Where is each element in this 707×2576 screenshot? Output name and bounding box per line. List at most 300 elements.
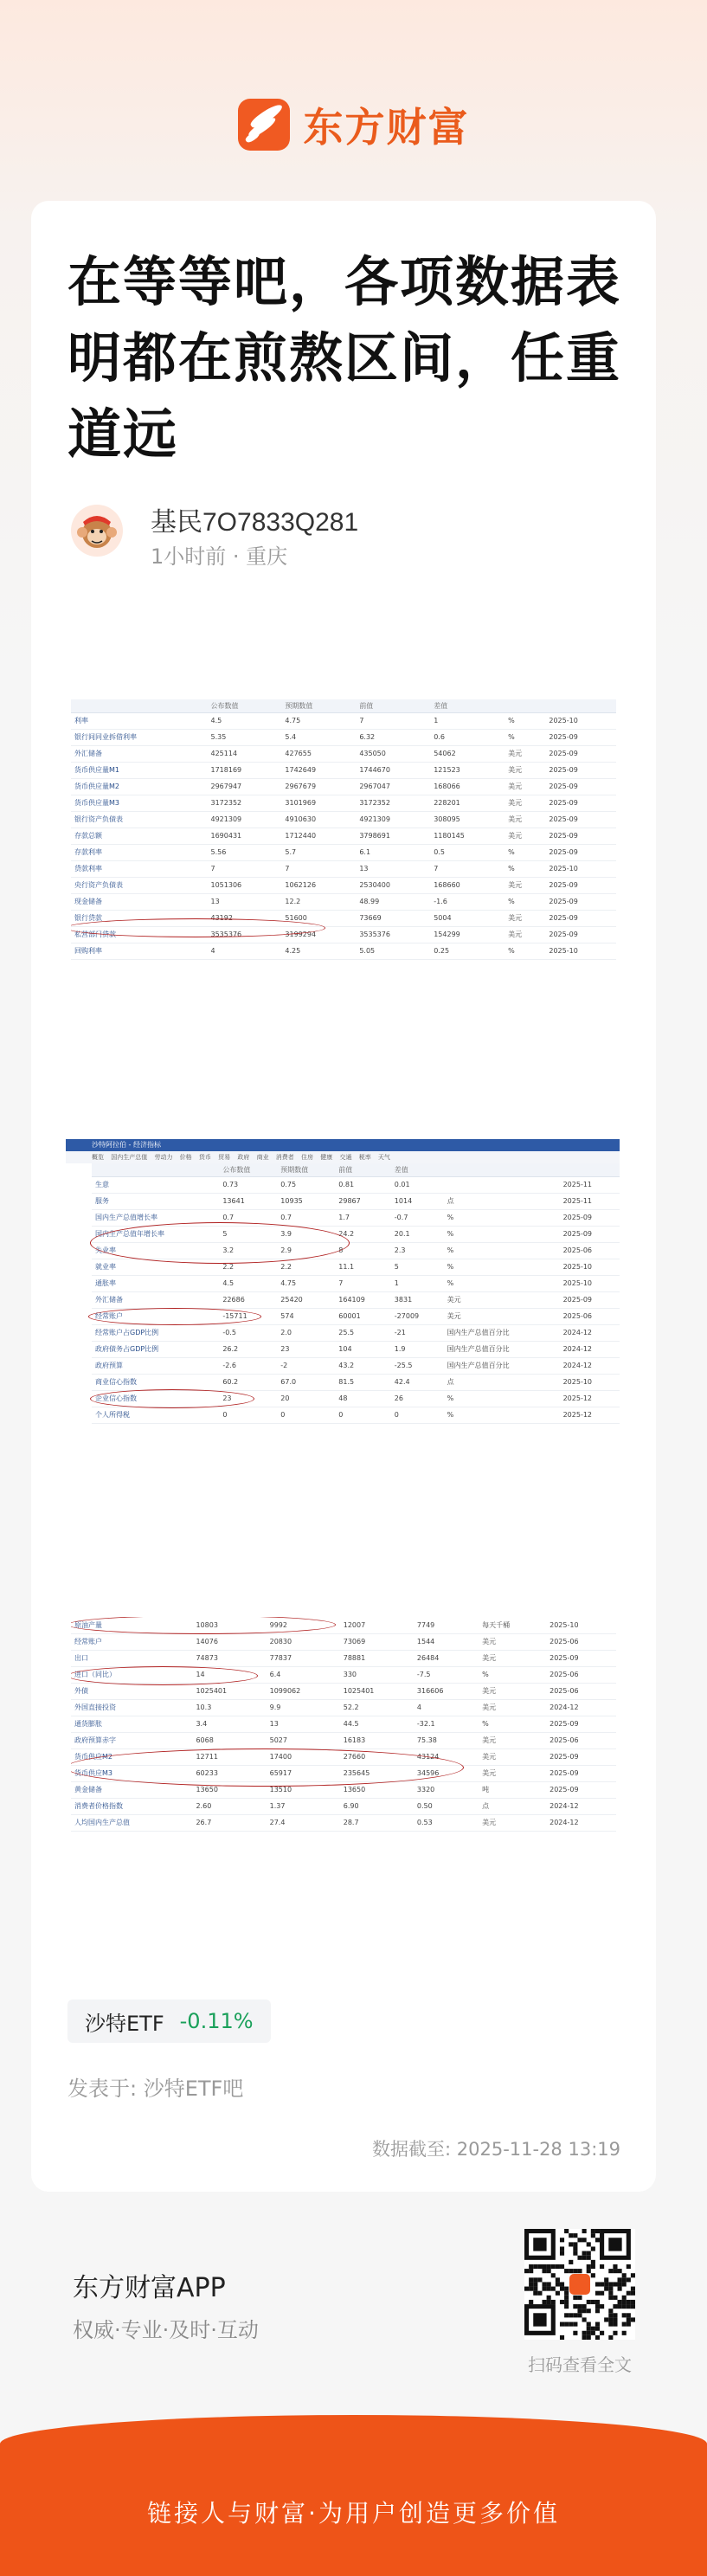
column-header: [92, 1163, 219, 1176]
table-cell: 2025-09: [545, 910, 616, 926]
table-cell: %: [479, 1666, 546, 1683]
table-row: [71, 811, 616, 828]
table-cell: 308095: [430, 811, 505, 828]
table-cell: 235645: [340, 1765, 414, 1781]
table-cell: %: [444, 1259, 560, 1275]
table-cell: 51600: [281, 910, 356, 926]
table-cell: 9992: [267, 1617, 340, 1633]
table-cell: 3798691: [356, 828, 430, 844]
table-cell: 73069: [340, 1633, 414, 1650]
table-cell: 美元: [479, 1683, 546, 1699]
table-cell: 60233: [192, 1765, 266, 1781]
table-cell: 43192: [208, 910, 282, 926]
table-cell: 0: [277, 1407, 335, 1423]
table-cell: 1051306: [208, 877, 282, 893]
table-cell: 0: [219, 1407, 277, 1423]
table-cell: 0.75: [277, 1176, 335, 1193]
table-row: [92, 1341, 620, 1357]
table-cell: 7: [430, 860, 505, 877]
table-cell: 美元: [505, 877, 545, 893]
table-cell: 0.73: [219, 1176, 277, 1193]
post-title: 在等等吧，各项数据表明都在煎熬区间，任重道远: [67, 250, 622, 466]
table-cell: 美元: [505, 811, 545, 828]
table-cell: 2024-12: [560, 1341, 620, 1357]
table-cell: 2967947: [208, 778, 282, 795]
table-cell: 2025-10: [545, 943, 616, 959]
table-row: [71, 762, 616, 778]
table-cell: 0.7: [219, 1209, 277, 1226]
table-cell: -2: [277, 1357, 335, 1374]
table-cell: 3320: [414, 1781, 479, 1798]
table-cell: 美元: [505, 910, 545, 926]
table-cell: 1712440: [281, 828, 356, 844]
table-cell: 美元: [479, 1699, 546, 1716]
column-header: [560, 1163, 620, 1176]
table-cell: 2.2: [277, 1259, 335, 1275]
table-cell: 5027: [267, 1732, 340, 1748]
table-cell: %: [444, 1390, 560, 1407]
table-cell: 存款总额: [71, 828, 208, 844]
table-cell: 25.5: [335, 1324, 391, 1341]
table-cell: 14076: [192, 1633, 266, 1650]
table-cell: 外债: [71, 1683, 192, 1699]
table-cell: 0.50: [414, 1798, 479, 1814]
table-row: [92, 1291, 620, 1308]
table-cell: 服务: [92, 1193, 219, 1209]
table-cell: 2024-12: [546, 1699, 616, 1716]
table-cell: 2025-10: [560, 1259, 620, 1275]
table-cell: 4.5: [219, 1275, 277, 1291]
table-cell: 1: [391, 1275, 444, 1291]
posted-in[interactable]: 发表于: 沙特ETF吧: [67, 2077, 244, 2101]
table-cell: 经常账户: [92, 1308, 219, 1324]
table-cell: 164109: [335, 1291, 391, 1308]
table-cell: 2025-09: [546, 1781, 616, 1798]
table-cell: 点: [444, 1374, 560, 1390]
table-cell: 2025-09: [560, 1226, 620, 1242]
table-cell: 13510: [267, 1781, 340, 1798]
table-cell: 2024-12: [560, 1357, 620, 1374]
table-cell: 13: [267, 1716, 340, 1732]
table-row: [71, 745, 616, 762]
table-cell: 2025-06: [546, 1732, 616, 1748]
table-cell: 2.0: [277, 1324, 335, 1341]
table-cell: 利率: [71, 712, 208, 729]
column-header: [71, 699, 208, 712]
table-cell: -27009: [391, 1308, 444, 1324]
table-cell: 出口: [71, 1650, 192, 1666]
table-cell: 1062126: [281, 877, 356, 893]
table-cell: 2025-09: [545, 729, 616, 745]
table-cell: 1742649: [281, 762, 356, 778]
table-cell: 44.5: [340, 1716, 414, 1732]
table-cell: 外汇储备: [92, 1291, 219, 1308]
table-cell: 13641: [219, 1193, 277, 1209]
table-cell: 政府预算赤字: [71, 1732, 192, 1748]
table-cell: 银行间同业拆借利率: [71, 729, 208, 745]
table-cell: 就业率: [92, 1259, 219, 1275]
column-header: [545, 699, 616, 712]
table-cell: 美元: [505, 745, 545, 762]
table-cell: %: [444, 1242, 560, 1259]
table-cell: 企业信心指数: [92, 1390, 219, 1407]
column-header: [505, 699, 545, 712]
table-cell: 13: [356, 860, 430, 877]
table-cell: 贷款利率: [71, 860, 208, 877]
highlight-circle: [88, 1308, 261, 1325]
table-cell: 央行资产负债表: [71, 877, 208, 893]
table-cell: 7: [335, 1275, 391, 1291]
table-row: [71, 1814, 616, 1831]
table-cell: 26.2: [219, 1341, 277, 1357]
table-cell: 5: [219, 1226, 277, 1242]
table-cell: 5.4: [281, 729, 356, 745]
highlight-circle: [71, 1748, 464, 1787]
table-cell: 60.2: [219, 1374, 277, 1390]
data-cutoff: 数据截至: 2025-11-28 13:19: [372, 2139, 620, 2160]
table-row: [71, 1732, 616, 1748]
author-name[interactable]: 基民7O7833Q281: [151, 508, 359, 537]
table-cell: 2.3: [391, 1242, 444, 1259]
table-cell: 外汇储备: [71, 745, 208, 762]
table-cell: 私营部门贷款: [71, 926, 208, 943]
qr-code-icon[interactable]: [524, 2229, 635, 2340]
table-row: [71, 943, 616, 959]
table-cell: 3.2: [219, 1242, 277, 1259]
table-cell: 6.90: [340, 1798, 414, 1814]
table-cell: 8: [335, 1242, 391, 1259]
table-cell: -2.6: [219, 1357, 277, 1374]
table-cell: 美元: [479, 1650, 546, 1666]
table-cell: 9.9: [267, 1699, 340, 1716]
column-header: 公布数值: [219, 1163, 277, 1176]
table-cell: 4921309: [208, 811, 282, 828]
table-cell: 进口（同比）: [71, 1666, 192, 1683]
table-cell: 4921309: [356, 811, 430, 828]
table-cell: 国内生产总值增长率: [92, 1209, 219, 1226]
table-cell: 1744670: [356, 762, 430, 778]
table-row: [71, 712, 616, 729]
table-cell: 2025-09: [545, 877, 616, 893]
table-cell: 2025-10: [560, 1275, 620, 1291]
table-cell: 3.4: [192, 1716, 266, 1732]
table-cell: 美元: [479, 1814, 546, 1831]
table-cell: 12.2: [281, 893, 356, 910]
table-cell: 2025-10: [545, 712, 616, 729]
indicator-tabs: 概览 国内生产总值 劳动力 价格 货币 贸易 政府 商业 消费者 住房 健康 交通 税率 天气: [66, 1151, 620, 1163]
table-cell: %: [444, 1407, 560, 1423]
table-cell: 2025-06: [560, 1308, 620, 1324]
column-header: 公布数值: [208, 699, 282, 712]
table-cell: 2967047: [356, 778, 430, 795]
table-cell: -7.5: [414, 1666, 479, 1683]
table-cell: -32.1: [414, 1716, 479, 1732]
table-cell: 点: [479, 1798, 546, 1814]
table-cell: 2025-09: [545, 811, 616, 828]
table-cell: 美元: [444, 1308, 560, 1324]
table-cell: 银行资产负债表: [71, 811, 208, 828]
table-cell: 75.38: [414, 1732, 479, 1748]
table-cell: 美元: [505, 795, 545, 811]
table-cell: 1025401: [340, 1683, 414, 1699]
table-cell: 2025-09: [560, 1209, 620, 1226]
table-cell: 政府债务占GDP比例: [92, 1341, 219, 1357]
table-cell: 国内生产总值百分比: [444, 1341, 560, 1357]
table-cell: 34596: [414, 1765, 479, 1781]
table-cell: %: [505, 729, 545, 745]
table-cell: 黄金储备: [71, 1781, 192, 1798]
app-name: 东方财富APP: [73, 2273, 226, 2303]
table-cell: 2025-09: [546, 1650, 616, 1666]
table-cell: 228201: [430, 795, 505, 811]
table-cell: 425114: [208, 745, 282, 762]
table-cell: 60001: [335, 1308, 391, 1324]
table-cell: %: [444, 1209, 560, 1226]
table-cell: 154299: [430, 926, 505, 943]
table-cell: 27660: [340, 1748, 414, 1765]
table-cell: 10.3: [192, 1699, 266, 1716]
table-row: [92, 1176, 620, 1193]
table-cell: 2025-09: [545, 828, 616, 844]
brand-name: 东方财富: [303, 104, 470, 151]
table-cell: 1025401: [192, 1683, 266, 1699]
economic-table-2: [92, 1163, 620, 1424]
table-cell: 通货膨胀: [71, 1716, 192, 1732]
table-cell: 0: [391, 1407, 444, 1423]
table-cell: 货币供应量M1: [71, 762, 208, 778]
table-row: [71, 778, 616, 795]
table-cell: 经常账户占GDP比例: [92, 1324, 219, 1341]
table-cell: 29867: [335, 1193, 391, 1209]
table-cell: -0.5: [219, 1324, 277, 1341]
economic-table-screenshot-2: [66, 1139, 620, 1449]
table-cell: 104: [335, 1341, 391, 1357]
table-cell: 1544: [414, 1633, 479, 1650]
table-cell: 3199294: [281, 926, 356, 943]
table-cell: -25.5: [391, 1357, 444, 1374]
table-cell: 25420: [277, 1291, 335, 1308]
table-cell: 5.35: [208, 729, 282, 745]
table-cell: 168066: [430, 778, 505, 795]
table-cell: 14: [192, 1666, 266, 1683]
table-cell: 0.5: [430, 844, 505, 860]
table-row: [92, 1324, 620, 1341]
highlight-circle: [90, 1389, 254, 1408]
table-cell: 2025-09: [545, 893, 616, 910]
table-cell: 现金储备: [71, 893, 208, 910]
stock-tag[interactable]: [67, 2000, 271, 2043]
table-cell: 失业率: [92, 1242, 219, 1259]
table-cell: 1.9: [391, 1341, 444, 1357]
table-row: [71, 893, 616, 910]
table-cell: 4.75: [277, 1275, 335, 1291]
table-cell: 国内生产总值百分比: [444, 1324, 560, 1341]
qr-caption: 扫码查看全文: [528, 2354, 632, 2375]
table-row: [71, 1633, 616, 1650]
table-cell: 2025-10: [560, 1374, 620, 1390]
table-cell: 经常账户: [71, 1633, 192, 1650]
table-cell: 52.2: [340, 1699, 414, 1716]
table-cell: 5.05: [356, 943, 430, 959]
table-cell: 货币供应M2: [71, 1748, 192, 1765]
table-cell: 2025-09: [545, 926, 616, 943]
table-cell: 11.1: [335, 1259, 391, 1275]
table-row: [71, 729, 616, 745]
table-cell: 吨: [479, 1781, 546, 1798]
table-cell: 美元: [505, 762, 545, 778]
table-cell: 国内生产总值年增长率: [92, 1226, 219, 1242]
user-avatar[interactable]: [71, 505, 123, 557]
table-cell: 1099062: [267, 1683, 340, 1699]
table-cell: 20: [277, 1390, 335, 1407]
table-cell: 2025-12: [560, 1390, 620, 1407]
table-cell: 1.7: [335, 1209, 391, 1226]
table-cell: 美元: [505, 828, 545, 844]
table-cell: 0.53: [414, 1814, 479, 1831]
table-cell: 26: [391, 1390, 444, 1407]
table-cell: %: [505, 893, 545, 910]
table-cell: 43124: [414, 1748, 479, 1765]
table-cell: 4.75: [281, 712, 356, 729]
table-cell: 1180145: [430, 828, 505, 844]
table-cell: 2025-06: [546, 1633, 616, 1650]
table-row: [92, 1407, 620, 1423]
table-cell: 1690431: [208, 828, 282, 844]
table-cell: 2024-12: [560, 1324, 620, 1341]
table-cell: 13650: [192, 1781, 266, 1798]
table-cell: 74873: [192, 1650, 266, 1666]
table-cell: 点: [444, 1193, 560, 1209]
table-cell: 7749: [414, 1617, 479, 1633]
table-cell: 20830: [267, 1633, 340, 1650]
table-row: [71, 877, 616, 893]
table-row: [71, 1716, 616, 1732]
table-row: [92, 1193, 620, 1209]
table-cell: 7: [356, 712, 430, 729]
table-cell: 54062: [430, 745, 505, 762]
table-cell: 43.2: [335, 1357, 391, 1374]
table-cell: 生意: [92, 1176, 219, 1193]
table-cell: 28.7: [340, 1814, 414, 1831]
stock-tag-name: 沙特ETF: [85, 2011, 164, 2036]
table-cell: 1.37: [267, 1798, 340, 1814]
table-cell: -21: [391, 1324, 444, 1341]
table-cell: %: [505, 943, 545, 959]
table-cell: 17400: [267, 1748, 340, 1765]
table-cell: 2025-09: [545, 778, 616, 795]
table-cell: 3172352: [356, 795, 430, 811]
table-cell: 13: [208, 893, 282, 910]
table-cell: %: [505, 712, 545, 729]
table-cell: 2025-09: [545, 762, 616, 778]
table-cell: -15711: [219, 1308, 277, 1324]
table-cell: 2530400: [356, 877, 430, 893]
table-cell: 原油产量: [71, 1617, 192, 1633]
table-cell: [444, 1176, 560, 1193]
table-row: [92, 1357, 620, 1374]
table-cell: 货币供应量M3: [71, 795, 208, 811]
table-cell: 7: [281, 860, 356, 877]
table-cell: 574: [277, 1308, 335, 1324]
table-cell: 2025-09: [546, 1765, 616, 1781]
table-cell: 2967679: [281, 778, 356, 795]
table-cell: 2024-12: [546, 1814, 616, 1831]
table-cell: 4.5: [208, 712, 282, 729]
table-cell: 20.1: [391, 1226, 444, 1242]
table-row: [71, 1650, 616, 1666]
table-cell: 个人所得税: [92, 1407, 219, 1423]
table-row: [71, 828, 616, 844]
economic-table-screenshot-1: [71, 699, 616, 983]
table-cell: 2025-11: [560, 1176, 620, 1193]
table-row: [92, 1374, 620, 1390]
bottom-banner-text: 链接人与财富·为用户创造更多价值: [147, 2499, 560, 2528]
table-cell: 2024-12: [546, 1798, 616, 1814]
table-cell: 316606: [414, 1683, 479, 1699]
table-cell: 商业信心指数: [92, 1374, 219, 1390]
table-cell: 65917: [267, 1765, 340, 1781]
table-cell: %: [505, 860, 545, 877]
table-cell: 42.4: [391, 1374, 444, 1390]
highlight-circle: [71, 1666, 258, 1685]
stock-tag-change: -0.11%: [179, 2009, 254, 2033]
economic-table-screenshot-3: [71, 1617, 616, 1844]
table-cell: 67.0: [277, 1374, 335, 1390]
table-cell: 77837: [267, 1650, 340, 1666]
table-cell: 2025-09: [545, 745, 616, 762]
table-cell: 政府预算: [92, 1357, 219, 1374]
table-cell: 国内生产总值百分比: [444, 1357, 560, 1374]
table-cell: 12711: [192, 1748, 266, 1765]
highlight-circle: [90, 1222, 350, 1264]
table-cell: 2025-06: [546, 1666, 616, 1683]
table-cell: 美元: [479, 1633, 546, 1650]
table-cell: 6.4: [267, 1666, 340, 1683]
table-cell: 6.1: [356, 844, 430, 860]
table-cell: 5.7: [281, 844, 356, 860]
table-cell: 4910630: [281, 811, 356, 828]
brand-logo-icon: [238, 99, 290, 151]
table-cell: 168660: [430, 877, 505, 893]
table-cell: 2025-10: [545, 860, 616, 877]
table-cell: 0.25: [430, 943, 505, 959]
table-cell: 人均国内生产总值: [71, 1814, 192, 1831]
table-cell: 通胀率: [92, 1275, 219, 1291]
table-cell: 23: [277, 1341, 335, 1357]
table-cell: 330: [340, 1666, 414, 1683]
table-cell: 16183: [340, 1732, 414, 1748]
app-bar: 沙特阿拉伯 - 经济指标: [66, 1139, 620, 1151]
table-cell: 0.7: [277, 1209, 335, 1226]
table-cell: 4.25: [281, 943, 356, 959]
table-row: [71, 795, 616, 811]
table-cell: 消费者价格指数: [71, 1798, 192, 1814]
table-cell: 5004: [430, 910, 505, 926]
table-cell: 货币供应量M2: [71, 778, 208, 795]
table-cell: 3535376: [208, 926, 282, 943]
table-cell: 美元: [479, 1732, 546, 1748]
table-cell: 1: [430, 712, 505, 729]
economic-table-3: [71, 1617, 616, 1832]
table-cell: %: [479, 1716, 546, 1732]
table-cell: 81.5: [335, 1374, 391, 1390]
table-cell: 5: [391, 1259, 444, 1275]
table-cell: 73669: [356, 910, 430, 926]
table-cell: 银行贷款: [71, 910, 208, 926]
table-cell: -1.6: [430, 893, 505, 910]
table-cell: 2025-06: [546, 1683, 616, 1699]
table-cell: 26.7: [192, 1814, 266, 1831]
